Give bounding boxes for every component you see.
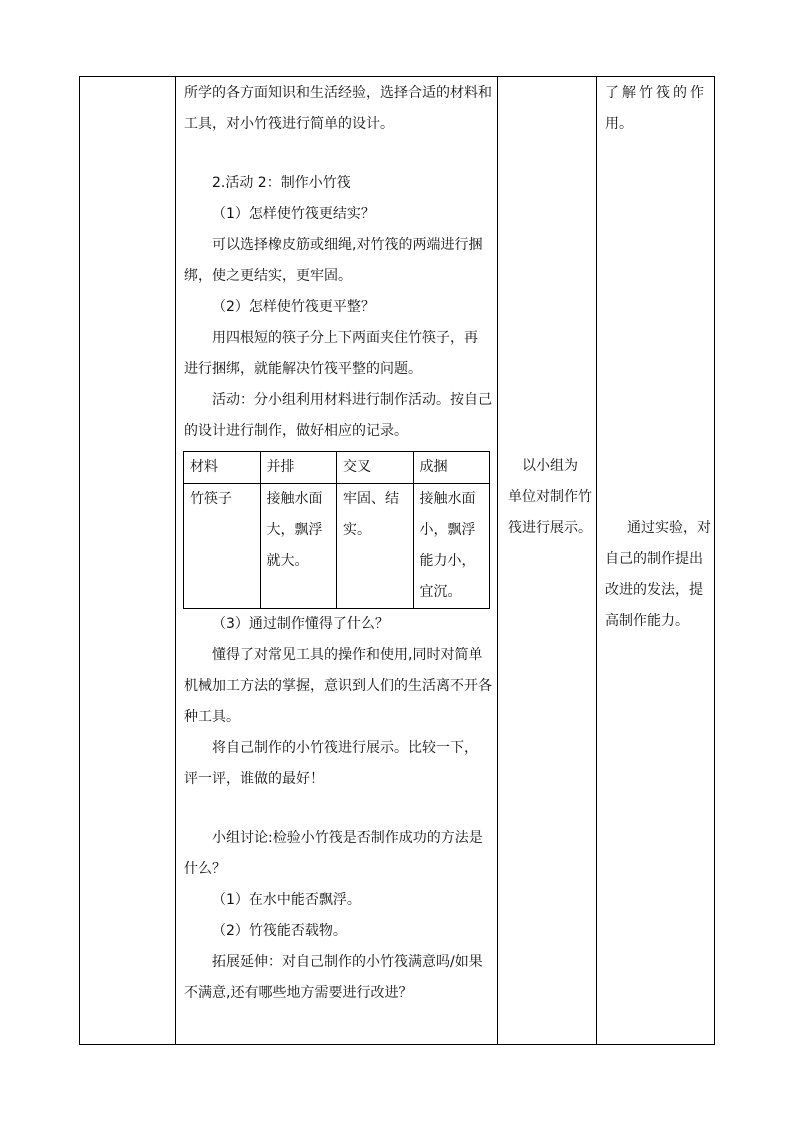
student-line: 以小组为 xyxy=(522,458,578,474)
cell-material: 竹筷子 xyxy=(184,484,261,609)
cell-cross: 牢固、结 实。 xyxy=(337,484,414,609)
student-column xyxy=(508,451,594,544)
question-2: （2）怎样使竹筏更平整？ xyxy=(212,299,375,315)
activity-text: 活动：分小组利用材料进行制作活动。按自己 xyxy=(212,392,492,408)
answer-2: 进行捆绑，就能解决竹筏平整的问题。 xyxy=(184,361,422,377)
student-line: 单位对制作竹 xyxy=(508,489,592,505)
header-material: 材料 xyxy=(184,452,261,484)
intent-line: 自己的制作提出 xyxy=(605,551,703,567)
extension-text: 拓展延伸：对自己制作的小竹筏满意吗/如果 xyxy=(212,954,483,970)
discussion-item-1: （1）在水中能否飘浮。 xyxy=(212,892,361,908)
intent-line: 高制作能力。 xyxy=(605,613,689,629)
question-1: （1）怎样使竹筏更结实？ xyxy=(212,206,375,222)
activity2-title: 2.活动 2：制作小竹筏 xyxy=(212,175,351,191)
activity-text: 的设计进行制作，做好相应的记录。 xyxy=(184,423,408,439)
intent-line: 改进的发法，提 xyxy=(605,582,703,598)
discussion-text: 什么？ xyxy=(184,861,226,877)
intent-top-line: 用。 xyxy=(605,116,633,132)
intro-line: 工具，对小竹筏进行简单的设计。 xyxy=(184,116,394,132)
intro-line: 所学的各方面知识和生活经验，选择合适的材料和 xyxy=(184,85,492,101)
table-header-row xyxy=(184,452,490,484)
answer-1: 可以选择橡皮筋或细绳,对竹筏的两端进行捆 xyxy=(212,237,483,253)
table-row xyxy=(184,484,490,609)
cell-bundle: 接触水面 小，飘浮 能力小， 宜沉。 xyxy=(413,484,490,609)
show-text: 将自己制作的小竹筏进行展示。比较一下， xyxy=(212,740,478,756)
answer-3: 机械加工方法的掌握，意识到人们的生活离不开各 xyxy=(184,678,492,694)
intent-column xyxy=(605,78,711,140)
content-column-lower xyxy=(184,609,494,1009)
answer-3: 懂得了对常见工具的操作和使用,同时对简单 xyxy=(212,647,483,663)
column-divider xyxy=(596,77,597,1044)
record-table xyxy=(183,451,490,609)
student-line: 筏进行展示。 xyxy=(508,520,592,536)
lesson-plan-table xyxy=(79,76,715,1045)
column-divider xyxy=(175,77,176,1044)
discussion-item-2: （2）竹筏能否载物。 xyxy=(212,923,347,939)
intent-line: 通过实验，对 xyxy=(627,520,711,536)
header-bundle: 成捆 xyxy=(413,452,490,484)
intent-column-middle xyxy=(605,513,711,637)
header-parallel: 并排 xyxy=(260,452,337,484)
answer-3: 种工具。 xyxy=(184,709,240,725)
discussion-text: 小组讨论:检验小竹筏是否制作成功的方法是 xyxy=(212,830,483,846)
question-3: （3）通过制作懂得了什么？ xyxy=(212,616,389,632)
answer-2: 用四根短的筷子分上下两面夹住竹筷子，再 xyxy=(212,330,478,346)
column-divider xyxy=(497,77,498,1044)
cell-parallel: 接触水面 大，飘浮 就大。 xyxy=(260,484,337,609)
show-text: 评一评，谁做的最好！ xyxy=(184,771,324,787)
header-cross: 交叉 xyxy=(337,452,414,484)
answer-1: 绑，使之更结实，更牢固。 xyxy=(184,268,352,284)
extension-text: 不满意,还有哪些地方需要进行改进？ xyxy=(184,985,413,1001)
intent-top-line: 了解竹筏的作 xyxy=(605,85,707,101)
content-column xyxy=(184,78,494,447)
